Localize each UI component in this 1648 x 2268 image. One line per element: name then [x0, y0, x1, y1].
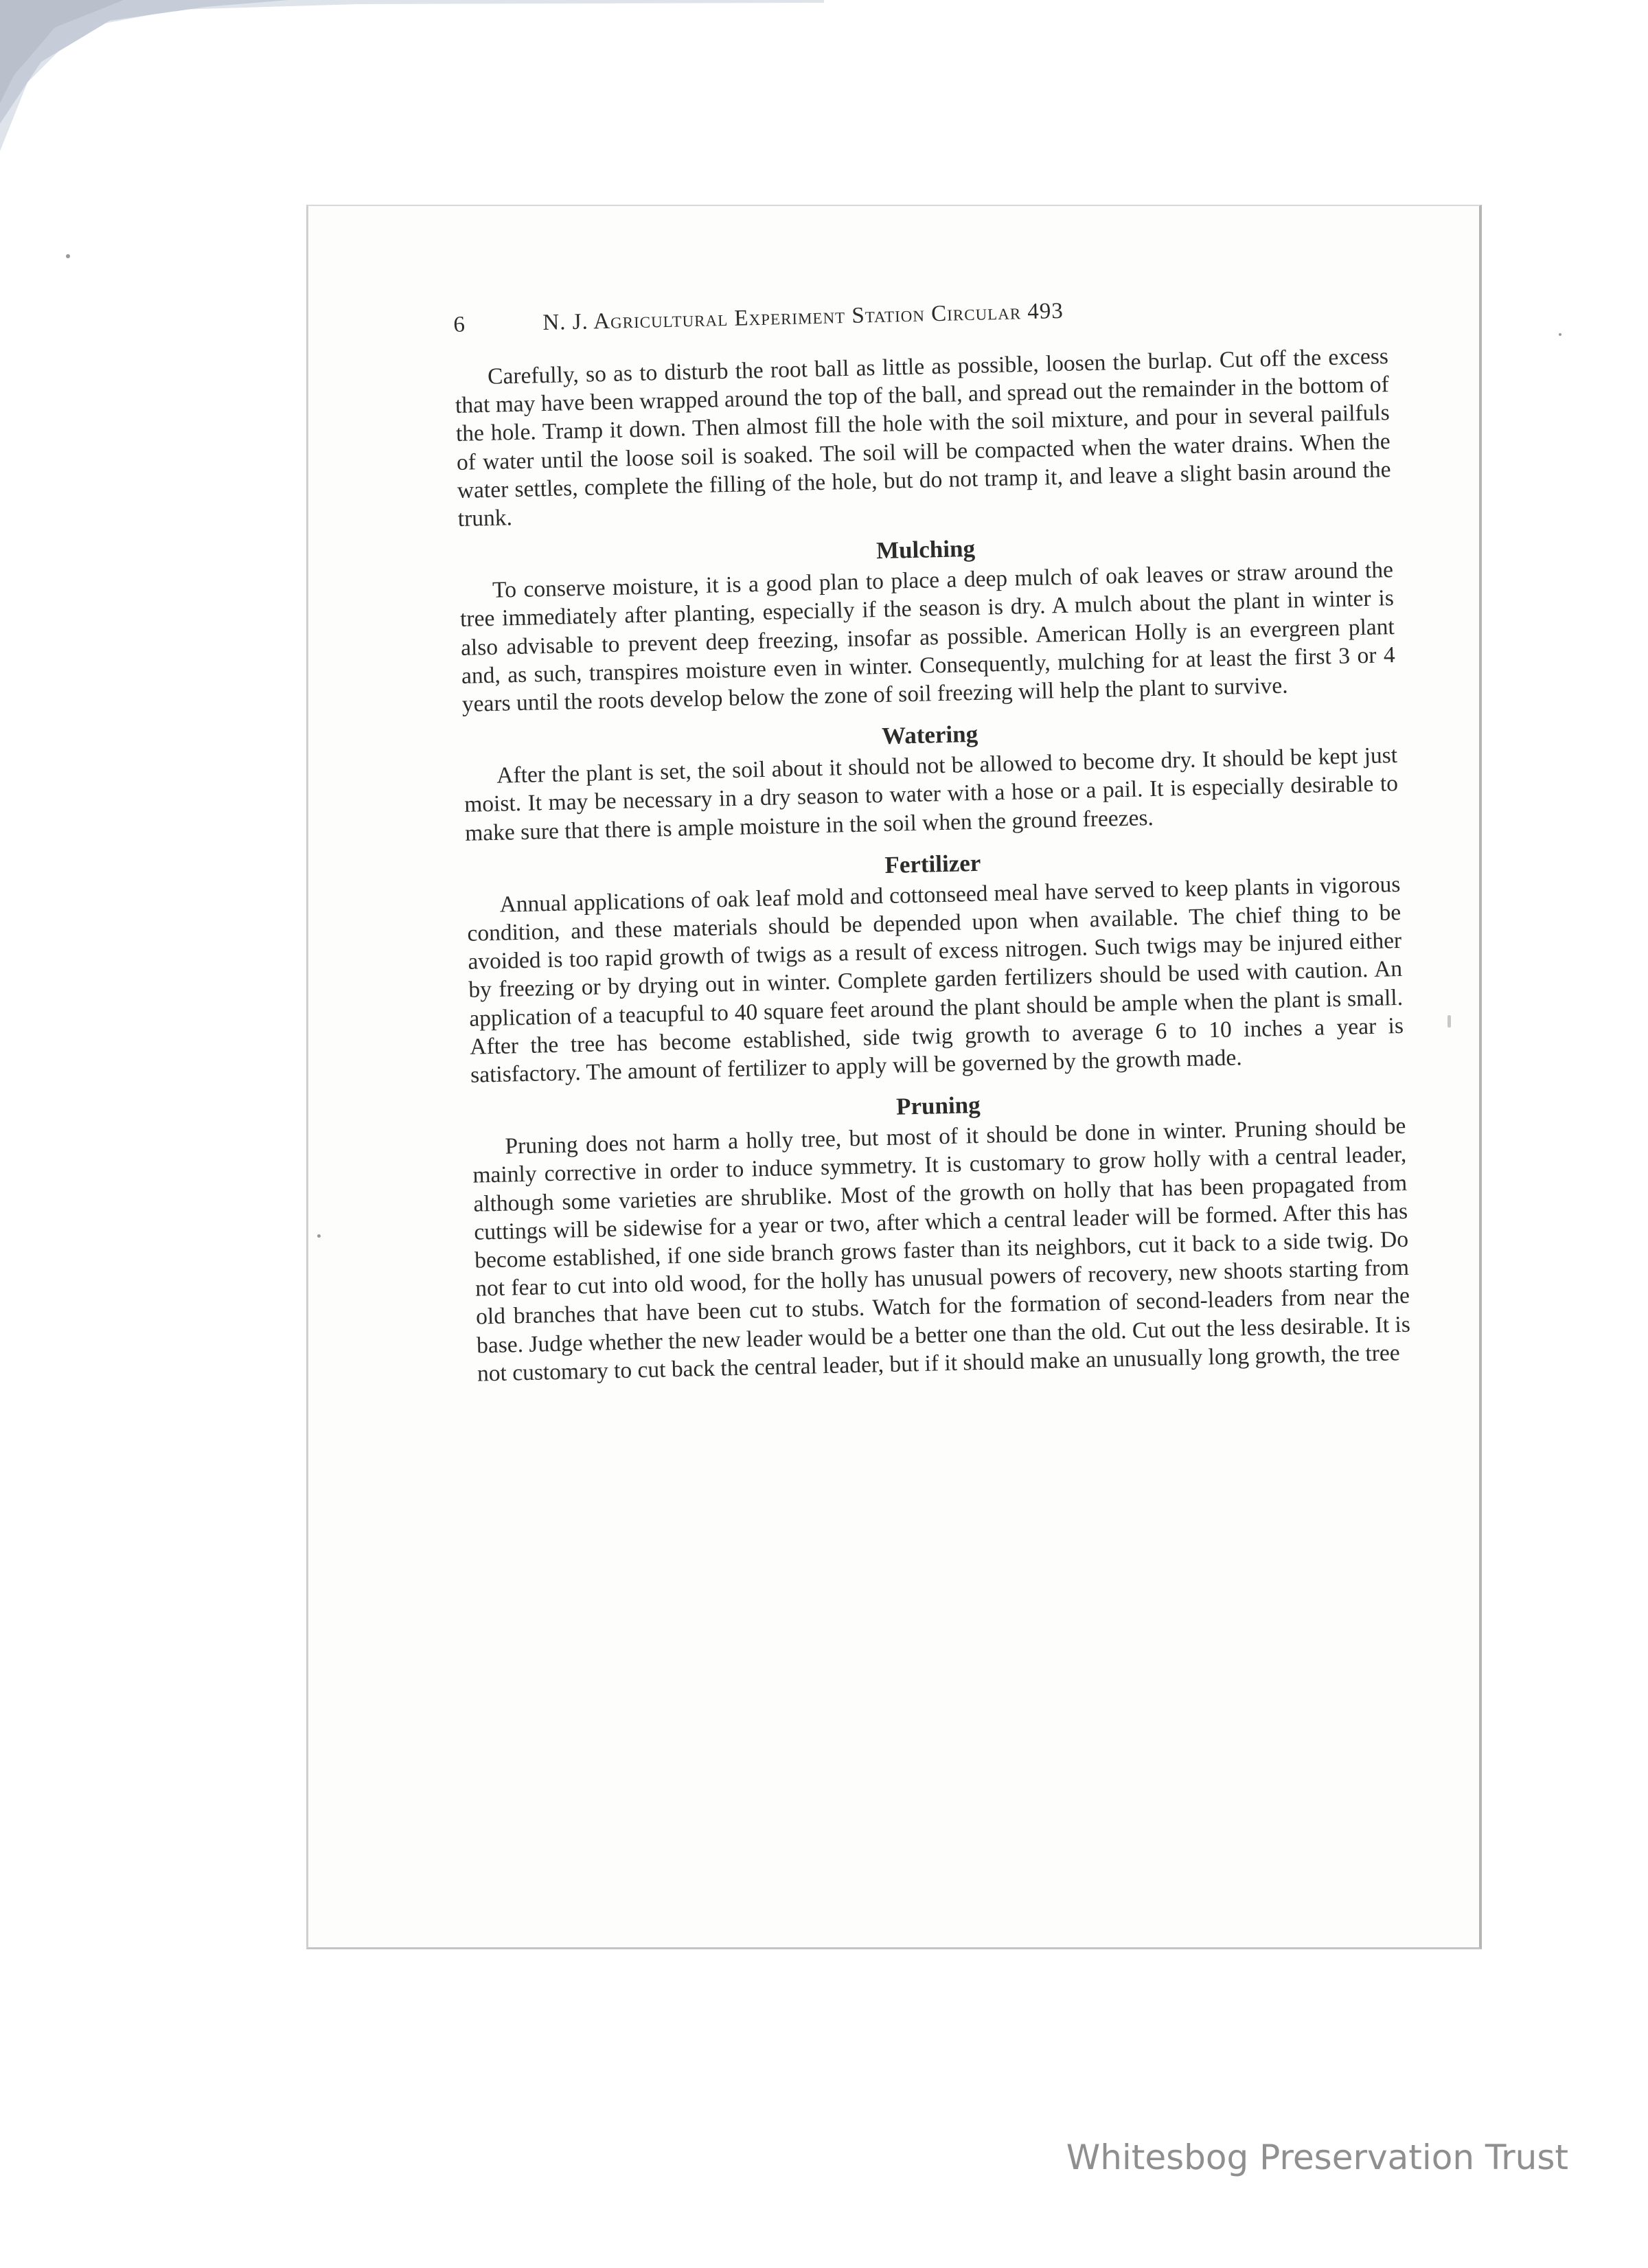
section-body-mulching: To conserve moisture, it is a good plan to place a deep mulch of oak leaves or straw around the tree immediately after planting, especially if the season is dry. A mulch about the plant in winter is also advisable to prevent deep freezing, insofar as possible. American Holly is an evergreen plant and, as such, transpires moisture even in winter. Consequently, mulching for at least the first 3 or 4 years until the roots develop below the zone of soil freezing will help the plant to survive.: [459, 557, 1396, 717]
section-body-watering: After the plant is set, the soil about it should not be allowed to become dry. It should be kept just moist. It may be necessary in a dry season to water with a hose or a pail. It is especially desirable to make sure that there is ample moisture in the soil when the ground freezes.: [464, 742, 1399, 846]
section-body-pruning: Pruning does not harm a holly tree, but most of it should be done in winter. Pruning should be mainly corrective in order to induce symmetry. It is customary to grow holly with a central leader, although some varieties are shrublike. Most of the growth on holly that has been propagated from cuttings will be sidewise for a year or two, after which a central leader will be formed. After this has become established, if one side branch grows faster than its neighbors, cut it back to a side twig. Do not fear to cut into old wood, for the holly has unusual powers of recovery, new shoots starting from old branches that have been cut to stubs. Watch for the formation of second-leaders from near the base. Judge whether the new leader would be a better one than the old. Cut out the less desirable. It is not customary to cut back the central leader, but if it should make an unusually long growth, the tree: [472, 1113, 1411, 1387]
section-mulching: [459, 524, 1396, 718]
running-title: N. J. Agricultural Experiment Station Circular 493: [542, 298, 1064, 336]
section-heading-fertilizer: Fertilizer: [884, 849, 981, 878]
section-heading-pruning: Pruning: [895, 1091, 981, 1120]
section-body-fertilizer: Annual applications of oak leaf mold and cottonseed meal have served to keep plants in vigorous condition, and these materials should be depended upon when available. The chief thing to be avoided is too rapid growth of twigs as a result of excess nitrogen. Such twigs may be injured either by freezing or by drying out in winter. Complete garden fertilizers should be used with caution. An application of a teacupful to 40 square feet around the plant should be ample when the plant is small. After the tree has become established, side twig growth to average 6 to 10 inches a year is satisfactory. The amount of fertilizer to apply will be governed by the growth made.: [467, 871, 1404, 1088]
intro-paragraph: Carefully, so as to disturb the root ball as little as possible, loosen the burlap. Cut off the excess that may have been wrapped around the top of the ball, and spread out the remainder in the bottom of the hole. Tramp it down. Then almost fill the hole with the soil mixture, and pour in several pailfuls of water until the loose soil is soaked. The soil will be compacted when the water drains. When the water settles, complete the filling of the hole, but do not tramp it, and leave a slight basin around the trunk.: [455, 343, 1391, 532]
scan-speck: [1559, 333, 1561, 336]
watermark: Whitesbog Preservation Trust: [1066, 2137, 1568, 2177]
scan-shadow-corner: [0, 0, 824, 151]
section-heading-watering: Watering: [881, 721, 978, 750]
page-number: 6: [453, 312, 466, 337]
section-watering: [463, 710, 1399, 847]
section-pruning: [471, 1080, 1411, 1388]
scan-speck: [1447, 1015, 1451, 1028]
scan-speck: [317, 1234, 321, 1238]
scan-speck: [66, 254, 70, 258]
document-page: [453, 291, 1420, 1789]
section-heading-mulching: Mulching: [876, 535, 976, 565]
section-fertilizer: [466, 839, 1404, 1089]
